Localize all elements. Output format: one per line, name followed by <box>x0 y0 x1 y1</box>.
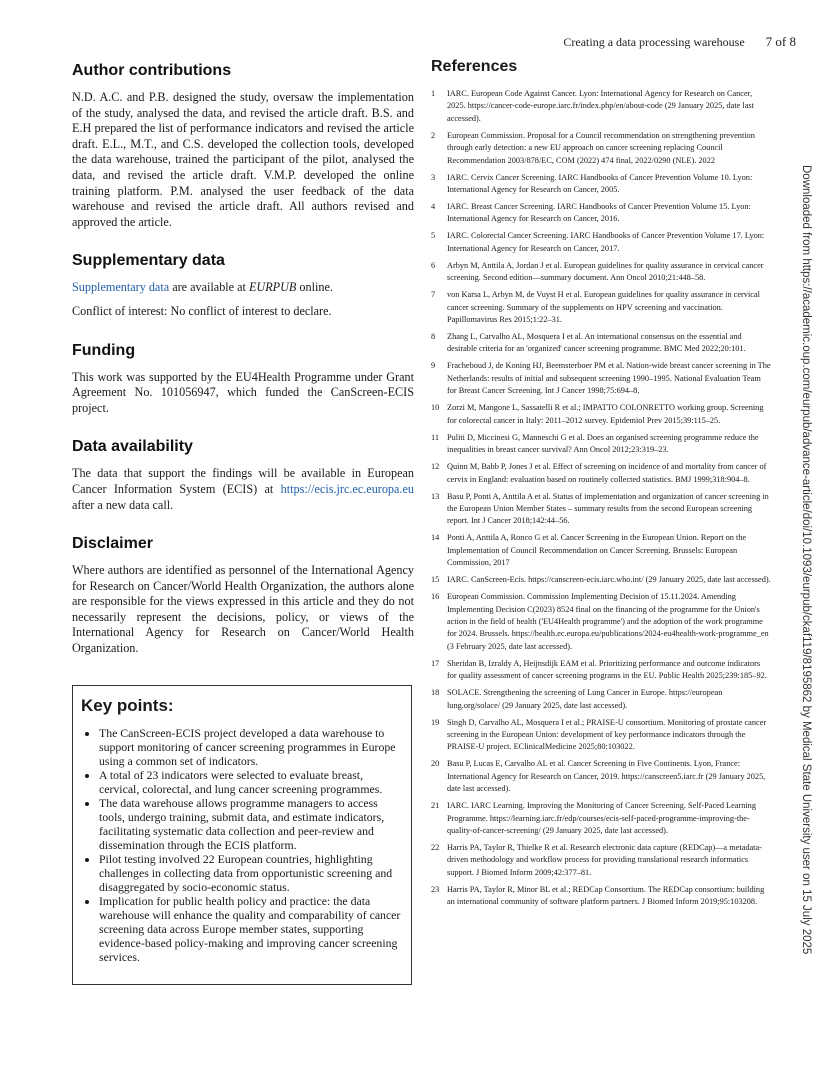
data-availability-section <box>72 438 414 513</box>
reference-text: SOLACE. Strengthening the screening of Lung Cancer in Europe. https://european lung.org/solace/ (29 January 2025, date last accessed). <box>447 688 723 710</box>
reference-item <box>431 130 771 167</box>
supplementary-heading: Supplementary data <box>72 252 225 270</box>
reference-item <box>431 842 771 879</box>
funding-text: This work was supported by the EU4Health Programme under Grant Agreement No. 101056947, which funded the CanScreen-ECIS project. <box>72 369 414 415</box>
reference-text: Ponti A, Anttila A, Ronco G et al. Cancer Screening in the European Union. Report on the Implementation of Council Recommendation on Cancer Screening. Brussels: European Commission, 2017 <box>447 533 747 568</box>
reference-item <box>431 800 771 837</box>
reference-item <box>431 88 771 125</box>
reference-text: Puliti D, Miccinesi G, Manneschi G et al. Does an organised screening programme reduce the inequalities in breast cancer survival? Ann Oncol 2012;23:319–23. <box>447 432 759 455</box>
running-head <box>563 34 796 50</box>
reference-item <box>431 532 771 569</box>
funding-section <box>72 342 414 417</box>
reference-item <box>431 717 771 754</box>
reference-text: Arbyn M, Anttila A, Jordan J et al. European guidelines for quality assurance in cervical cancer screening. Second edition—summary document. Ann Oncol 2010;21:448–58. <box>447 260 764 283</box>
reference-number: 13 <box>431 491 440 501</box>
reference-number: 14 <box>431 533 440 543</box>
disclaimer-section <box>72 535 414 657</box>
reference-text: Zorzi M, Mangone L, Sassatelli R et al.; IMPATTO COLONRETTO working group. Screening for colorectal cancer in Italy: 2011–2012 survey. Epidemiol Prev 2015;39:115–25. <box>447 403 764 425</box>
data-availability-start: The data that support the findings will be available in European Cancer Information System (ECIS) at <box>72 466 414 496</box>
reference-number: 1 <box>431 89 436 98</box>
reference-number: 3 <box>431 172 436 182</box>
references-heading: References <box>431 58 518 75</box>
reference-item <box>431 758 771 795</box>
reference-item <box>431 289 771 326</box>
reference-item <box>431 201 771 226</box>
key-point-item: • A total of 23 indicators were selected to evaluate breast, cervical, colorectal, and lung cancer screening programmes. <box>99 768 401 796</box>
reference-number: 6 <box>431 260 436 270</box>
reference-text: Basu P, Lucas E, Carvalho AL et al. Cancer Screening in Five Continents. Lyon, France: International Agency for Research on Cancer, 2019. https://canscreen5.iarc.fr (29 January 2025, date last accessed). <box>447 759 766 794</box>
running-head-title: Creating a data processing warehouse <box>563 35 745 49</box>
reference-number: 2 <box>431 130 436 140</box>
data-availability-text <box>72 466 414 513</box>
references-column <box>431 58 771 913</box>
reference-number: 11 <box>431 432 439 442</box>
reference-number: 22 <box>431 843 440 852</box>
reference-number: 23 <box>431 884 440 894</box>
reference-text: von Karsa L, Arbyn M, de Vuyst H et al. European guidelines for quality assurance in cervical cancer screening. Summary of the supplements on HPV screening and vaccination. Papillomavirus Res 2015;1:22–31. <box>447 290 760 325</box>
reference-item <box>431 491 771 528</box>
reference-number: 16 <box>431 592 440 602</box>
key-point-item: • The CanScreen-ECIS project developed a data warehouse to support monitoring of cancer screening programmes in Europe using a common set of indicators. <box>99 726 401 768</box>
reference-item <box>431 230 771 255</box>
key-point-item: • The data warehouse allows programme managers to access tools, undergo training, submit data, and estimate indicators, facilitating systematic data collection and peer-review and dissemination through the ECIS platform. <box>99 796 401 852</box>
reference-number: 20 <box>431 759 440 769</box>
reference-text: IARC. European Code Against Cancer. Lyon: International Agency for Research on Cancer, 2025. https://cancer-code-europe.iarc.fr/index.php/en/about-code (29 January 2025, date last accessed). <box>447 89 754 123</box>
reference-item <box>431 260 771 285</box>
reference-item <box>431 591 771 653</box>
reference-text: European Commission. Commission Implementing Decision of 15.11.2024. Amending Implementing Decision C(2023) 8524 final on the financing of the programme for the Union's action in the field of health ('EU4Health programme') and the adoption of the work programme for 2024. Brussels. https://health.ec.europa.eu/publications/2024-eu4health-work-programme_en (3 February 2025, date last accessed). <box>447 592 769 651</box>
journal-name: EURPUB <box>248 280 297 295</box>
supplementary-text <box>72 280 414 296</box>
reference-number: 12 <box>431 462 440 472</box>
author-contributions-section <box>72 62 414 230</box>
supplementary-end: online. <box>296 280 333 295</box>
page-number: 7 of 8 <box>765 34 796 49</box>
ecis-link[interactable]: https://ecis.jrc.ec.europa.eu <box>280 481 414 496</box>
reference-number: 19 <box>431 717 440 727</box>
reference-number: 8 <box>431 332 436 342</box>
reference-item <box>431 574 771 586</box>
download-note: Downloaded from https://academic.oup.com/eurpub/advance-article/doi/10.1093/eurpub/ckaf119/8195862 by Medical State University user on 15 July 2025 <box>800 165 812 955</box>
reference-item <box>431 402 771 427</box>
reference-item <box>431 461 771 486</box>
reference-text: IARC. CanScreen-Ecis. https://canscreen-ecis.iarc.who.int/ (29 January 2025, date last accessed). <box>447 575 771 585</box>
reference-text: Fracheboud J, de Koning HJ, Beemsterboer PM et al. Nation-wide breast cancer screening in The Netherlands: results of initial and subsequent screening 1990–1995. National Evaluation Team for Breast Cancer Screening. Int J Cancer 1998;75:694–8. <box>447 361 771 396</box>
author-contributions-text: N.D. A.C. and P.B. designed the study, oversaw the implementation of the study, analysed the data, and revised the article draft. B.S. and E.H prepared the list of performance indicators and revised the article draft. E.L., M.T., and C.S. developed the collection tools, developed the data warehouse, trained the participant of the pilot, analysed the data, and revised the article draft. V.M.P. developed the online training platform. P.M. analysed the user feedback of the data warehouse and revised the article draft. All authors revised and approved the article. <box>72 90 414 229</box>
reference-item <box>431 687 771 712</box>
reference-text: Sheridan B, Izraldy A, Heijnsdijk EAM et al. Prioritizing performance and outcome indicators for quality assessment of cancer screening programs in the EU. Public Health 2025;239:185–92. <box>447 658 767 681</box>
reference-text: Singh D, Carvalho AL, Mosquera I et al.; PRAISE-U consortium. Monitoring of prostate cancer screening in the European Union: development of key performance indicators through the PRAISE-U project. EClinicalMedicine 2025;80:103022. <box>447 717 767 752</box>
disclaimer-text: Where authors are identified as personnel of the International Agency for Research on Cancer/World Health Organization, the authors alone are responsible for the views expressed in this article and they do not necessarily represent the decisions, policy, or views of the International Agency for Research on Cancer/World Health Organization. <box>72 563 414 656</box>
reference-number: 18 <box>431 688 440 698</box>
key-point-item: • Pilot testing involved 22 European countries, highlighting challenges in collecting data from opportunistic screening and disaggregated by socio-economic status. <box>99 852 401 894</box>
supplementary-link[interactable]: Supplementary data <box>72 280 170 295</box>
reference-text: IARC. Cervix Cancer Screening. IARC Handbooks of Cancer Prevention Volume 10. Lyon: International Agency for Research on Cancer, 2005. <box>447 172 753 195</box>
reference-item <box>431 658 771 683</box>
reference-number: 5 <box>431 231 436 241</box>
reference-text: IARC. Breast Cancer Screening. IARC Handbooks of Cancer Prevention Volume 15. Lyon: International Agency for Research on Cancer, 2016. <box>447 202 751 224</box>
supplementary-section <box>72 252 414 319</box>
conflict-text: Conflict of interest: No conflict of interest to declare. <box>72 303 332 318</box>
reference-text: Harris PA, Taylor R, Minor BL et al.; REDCap Consortium. The REDCap consortium: building an international community of software platform partners. J Biomed Inform 2019;95:103208. <box>447 884 765 907</box>
reference-item <box>431 884 771 909</box>
reference-text: European Commission. Proposal for a Council recommendation on strengthening prevention through early detection: a new EU approach on cancer screening replacing Council Recommendation 2003/878/EC, COM (2022) 474 final, 2022/0290 (NLE). 2022 <box>447 130 755 165</box>
data-availability-heading: Data availability <box>72 438 193 456</box>
key-points-list <box>81 726 401 964</box>
reference-text: Basu P, Ponti A, Anttila A et al. Status of implementation and organization of cancer screening in the European Union Member States – summary results from the second European screening report. Int J Cancer 2018;142:44–56. <box>447 491 769 526</box>
data-availability-end: after a new data call. <box>72 497 174 512</box>
key-points-box <box>72 685 412 985</box>
reference-text: Harris PA, Taylor R, Thielke R et al. Research electronic data capture (REDCap)—a metadata-driven methodology and workflow process for providing translational research informatics support. J Biomed Inform 2009;42:377–81. <box>447 843 762 877</box>
reference-item <box>431 432 771 457</box>
reference-number: 10 <box>431 403 440 413</box>
references-list <box>431 88 771 909</box>
reference-text: Quinn M, Babb P, Jones J et al. Effect of screening on incidence of and mortality from cancer of cervix in England: evaluation based on routinely collected statistics. BMJ 1999;318:904–8. <box>447 462 767 484</box>
reference-number: 4 <box>431 202 436 212</box>
left-column <box>72 62 414 679</box>
supplementary-mid: are available at <box>169 280 249 295</box>
reference-number: 17 <box>431 658 440 668</box>
key-point-item: • Implication for public health policy and practice: the data warehouse will enhance the quality and comparability of cancer screening data across Europe member states, supporting evidence-based policy-making and improving cancer screening services. <box>99 894 401 964</box>
reference-item <box>431 360 771 397</box>
reference-number: 7 <box>431 290 436 300</box>
reference-text: Zhang L, Carvalho AL, Mosquera I et al. An international consensus on the essential and desirable criteria for an 'organized' cancer screening programme. BMC Med 2022;20:101. <box>447 332 746 354</box>
funding-heading: Funding <box>72 341 136 359</box>
reference-item <box>431 172 771 197</box>
author-contributions-heading: Author contributions <box>72 62 232 79</box>
reference-number: 9 <box>431 361 436 371</box>
reference-number: 15 <box>431 575 440 585</box>
reference-text: IARC. IARC Learning. Improving the Monitoring of Cancer Screening. Self-Paced Learning Programme. https://learning.iarc.fr/edp/courses/ecis-self-paced-programme-improving-the-quality-of-cancer-screening/ (29 January 2025, date last accessed). <box>447 801 756 835</box>
disclaimer-heading: Disclaimer <box>72 535 153 553</box>
key-points-heading: Key points: <box>81 696 174 715</box>
reference-number: 21 <box>431 801 440 811</box>
reference-text: IARC. Colorectal Cancer Screening. IARC Handbooks of Cancer Prevention Volume 17. Lyon: International Agency for Research on Cancer, 2017. <box>447 231 765 253</box>
reference-item <box>431 331 771 356</box>
